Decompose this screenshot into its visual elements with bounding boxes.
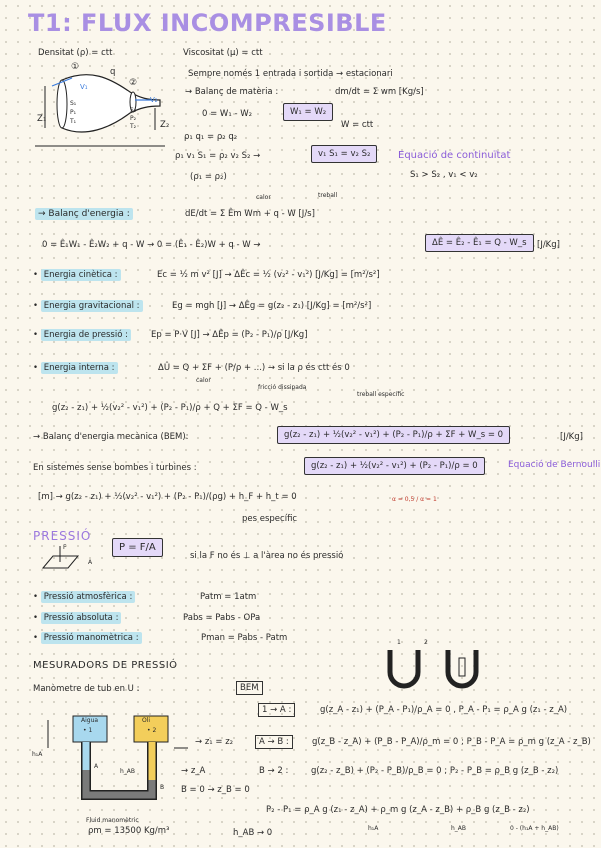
bem-tag: BEM <box>236 684 263 693</box>
t2-label: T₂ <box>130 123 137 130</box>
h1a-label: h₁A <box>32 751 43 758</box>
point-b: B <box>160 784 165 791</box>
delta-e-unit: [J/Kg] <box>537 240 560 250</box>
point-1-label: ① <box>71 62 80 72</box>
zb-label: B = 0 → z_B = 0 <box>181 785 250 795</box>
friccio-note: fricció dissipada <box>258 384 307 391</box>
hab-label: h_AB <box>120 768 136 775</box>
sistemes-text: En sistemes sense bombes i turbines : <box>33 463 197 473</box>
pres-label: • Energia de pressió : <box>33 331 131 340</box>
pressure-note: si la F no és ⊥ a l'àrea no és pressió <box>190 551 344 561</box>
bem-box: g(z₂ - z₁) + ½(v₂² - v₁²) + (P₂ - P₁)/ρ + ΣF + W_s = 0 <box>277 431 510 440</box>
za-label: → z_A <box>181 766 206 776</box>
grav-label: • Energia gravitacional : <box>33 302 143 311</box>
grav-eq: Eg = mgh [J] → ΔÊg = g(z₂ - z₁) [J/Kg] = [m²/s²] <box>172 301 372 311</box>
u-tube-icons <box>386 646 486 692</box>
point-2-label: ② <box>129 78 138 88</box>
interna-label: • Energia interna : <box>33 364 118 373</box>
z-eq: → z₁ = z₂ <box>195 737 234 747</box>
heat-label: q <box>110 67 116 77</box>
energia-line2: 0 = Ê₁W₁ - Ê₂W₂ + q - W → 0 = (Ê₁ - Ê₂)W + q - W → <box>42 240 261 250</box>
m-line: [m] → g(z₂ - z₁) + ½(v₂² - v₁²) + (P₂ - P₁)/(ρg) + h_F + h_t = 0 <box>38 492 297 502</box>
materia-eq: dm/dt = Σ wm [Kg/s] <box>335 87 424 97</box>
atm-eq: Patm = 1atm <box>200 592 257 602</box>
cinetica-eq: Ec = ½ m v² [J] → ΔÊc = ½ (v₂² - v₁²) [J/Kg] = [m²/s²] <box>157 270 380 280</box>
page-title: T1: FLUX INCOMPRESIBLE <box>28 9 387 37</box>
hab-zero-label: h_AB → 0 <box>233 828 273 838</box>
p2-point: • 2 <box>147 727 157 734</box>
s1-label: S₁ <box>70 100 77 107</box>
fluid-label: Fluid manomètric <box>86 817 139 824</box>
u2-label: 2 <box>424 639 428 646</box>
step1-eq: g(z_A - z₁) + (P_A - P₁)/ρ_A = 0 , P_A - P₁ = ρ_A g (z₁ - z_A) <box>320 705 568 715</box>
abs-label: • Pressió absoluta : <box>33 614 121 623</box>
step2-eq: g(z_B - z_A) + (P_B - P_A)/ρ_m = 0 ; P_B - P_A = ρ_m g (z_A - z_B) <box>312 737 591 747</box>
step3-label: B → 2 : <box>259 766 289 776</box>
treball-esp-note: treball específic <box>357 391 405 398</box>
p2-label: P₂ <box>130 115 137 122</box>
step2-label: A → B : <box>255 738 293 747</box>
step1-label: 1 → A : <box>258 706 295 715</box>
step3-eq: g(z₂ - z_B) + (P₂ - P_B)/ρ_B = 0 ; P₂ - P_B = ρ_B g (z_B - z₂) <box>311 766 559 776</box>
v1-label: V₁ <box>80 83 88 91</box>
alpha-note: α = 0,5 / α = 1 <box>392 496 437 503</box>
pressio-header: PRESSIÓ <box>33 529 92 543</box>
oli-label: Oli <box>142 717 151 724</box>
v2-label: V₂ <box>150 96 158 104</box>
calor-annot: calor <box>256 194 271 201</box>
hab-under: h_AB <box>451 825 467 832</box>
w-ctt: W = ctt <box>341 120 374 130</box>
abs-eq: Pabs = Pabs - OPa <box>183 613 261 623</box>
treball-annot: treball <box>318 192 338 199</box>
w-eq-box: W₁ = W₂ <box>283 108 333 117</box>
p1-point: • 1 <box>83 727 93 734</box>
delta-e-box: ΔÊ = Ê₂ - Ê₁ = Q - W_s <box>425 239 534 248</box>
h1a-under: h₁A <box>368 825 379 832</box>
pes-esp-note: pes específic <box>242 514 298 524</box>
u1-label: 1 <box>397 639 401 646</box>
rho-q: ρ₁ q₁ = ρ₂ q₂ <box>184 132 238 142</box>
pressure-formula: P = F/A <box>112 543 163 553</box>
p1-label: P₁ <box>70 109 77 116</box>
bem-unit: [J/Kg] <box>560 432 583 442</box>
s2-label: S₂ <box>130 107 137 114</box>
continuitat-label: Equació de continuïtat <box>398 150 511 161</box>
area-label: A <box>88 559 93 566</box>
man-label: • Pressió manomètrica : <box>33 634 142 643</box>
rho-eq: (ρ₁ = ρ₂) <box>190 172 227 182</box>
rho-m-label: ρm = 13500 Kg/m³ <box>88 826 170 836</box>
z1-label: Z₁ <box>37 114 47 124</box>
zero-eq: 0 = W₁ - W₂ <box>202 109 253 119</box>
force-label: F <box>63 544 67 551</box>
man-eq: Pman = Pabs - Patm <box>201 633 288 643</box>
energia-eq: dE/dt = Σ Êm Wm + q - W [J/s] <box>185 209 315 219</box>
zero-under: 0 - (h₁A + h_AB) <box>510 825 559 832</box>
balanc-energia-header: → Balanç d'energia : <box>35 210 133 219</box>
bernoulli-label: Equació de Bernoulli <box>508 460 601 470</box>
long-eq: g(z₂ - z₁) + ½(v₂² - v₁²) + (P₂ - P₁)/ρ + Q + ΣF = Q - W_s <box>52 403 288 413</box>
point-a: A <box>94 763 99 770</box>
pressure-area-sketch <box>38 546 86 574</box>
v-s-box: v₁ S₁ = v₂ S₂ <box>311 150 377 159</box>
bem-label: → Balanç d'energia mecànica (BEM): <box>33 432 189 442</box>
cinetica-label: • Energia cinètica : <box>33 271 121 280</box>
s-relation: S₁ > S₂ , v₁ < v₂ <box>410 170 478 180</box>
balanc-materia-text: → Balanç de matèria : <box>185 87 279 97</box>
bernoulli-box: g(z₂ - z₁) + ½(v₂² - v₁²) + (P₂ - P₁)/ρ = 0 <box>304 462 485 471</box>
mesuradors-header: MESURADORS DE PRESSIÓ <box>33 660 178 671</box>
t1-label: T₁ <box>70 118 77 125</box>
atm-label: • Pressió atmosfèrica : <box>33 593 135 602</box>
rho-v-s: ρ₁ v₁ S₁ = ρ₂ v₂ S₂ → <box>175 151 261 161</box>
interna-eq: ΔÛ = Q + ΣF + (P/ρ + ...) → si la ρ és ctt és 0 <box>158 363 350 373</box>
viscositat-text: Viscositat (μ) = ctt <box>183 48 263 58</box>
aigua-label: Aigua <box>81 717 99 724</box>
calor-note: calor <box>196 377 211 384</box>
pres-eq: Ep = P·V [J] → ΔÊp = (P₂ - P₁)/ρ [J/Kg] <box>151 330 308 340</box>
densitat-text: Densitat (ρ) = ctt <box>38 48 113 58</box>
sempre-text: Sempre només 1 entrada i sortida → estacionari <box>188 69 393 79</box>
flow-pipe-diagram <box>30 58 170 153</box>
tub-label: Manòmetre de tub en U : <box>33 684 140 694</box>
z2-label: Z₂ <box>160 120 170 130</box>
final-eq: P₂ - P₁ = ρ_A g (z₁ - z_A) + ρ_m g (z_A - z_B) + ρ_B g (z_B - z₂) <box>266 805 530 815</box>
manometer-diagram <box>28 710 188 815</box>
